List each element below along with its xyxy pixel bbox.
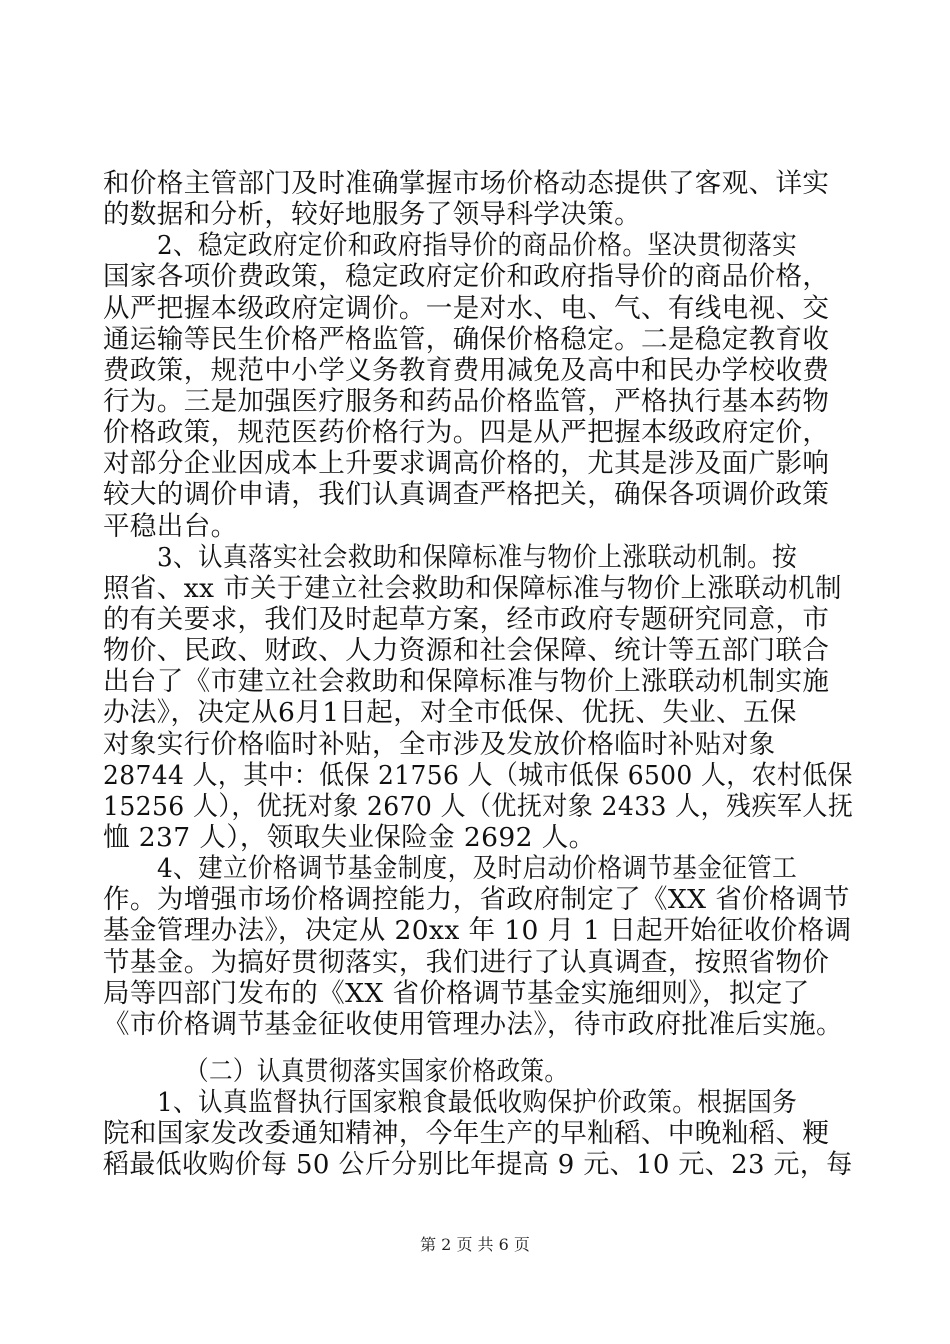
text-line: 价格政策，规范医药价格行为。四是从严把握本级政府定价， xyxy=(103,417,830,448)
section-heading: （二）认真贯彻落实国家价格政策。 xyxy=(185,1056,569,1087)
text-line: 费政策，规范中小学义务教育费用减免及高中和民办学校收费 xyxy=(103,355,830,386)
text-line: 基金管理办法》，决定从 20xx 年 10 月 1 日起开始征收价格调 xyxy=(103,915,852,946)
text-line: 28744 人，其中：低保 21756 人（城市低保 6500 人，农村低保 xyxy=(103,760,853,791)
text-line: 局等四部门发布的《XX 省价格调节基金实施细则》，拟定了 xyxy=(103,978,810,1009)
text-line: 国家各项价费政策，稳定政府定价和政府指导价的商品价格， xyxy=(103,261,830,292)
text-line: 对部分企业因成本上升要求调高价格的，尤其是涉及面广影响 xyxy=(103,448,830,479)
text-line: 物价、民政、财政、人力资源和社会保障、统计等五部门联合 xyxy=(103,635,830,666)
text-line: 出台了《市建立社会救助和保障标准与物价上涨联动机制实施 xyxy=(103,666,830,697)
text-line: 作。为增强市场价格调控能力，省政府制定了《XX 省价格调节 xyxy=(103,884,850,915)
text-line: 15256 人），优抚对象 2670 人（优抚对象 2433 人，残疾军人抚 xyxy=(103,791,854,822)
text-line: 平稳出台。 xyxy=(103,511,238,542)
text-line: 节基金。为搞好贯彻落实，我们进行了认真调查，按照省物价 xyxy=(103,947,830,978)
text-line: 《市价格调节基金征收使用管理办法》，待市政府批准后实施。 xyxy=(103,1009,843,1040)
text-line: 行为。三是加强医疗服务和药品价格监管，严格执行基本药物 xyxy=(103,386,830,417)
page-footer: 第 2 页 共 6 页 xyxy=(420,1235,530,1254)
text-line: 恤 237 人），领取失业保险金 2692 人。 xyxy=(103,822,596,853)
text-line: 办法》，决定从6月1日起，对全市低保、优抚、失业、五保 xyxy=(103,697,797,728)
text-line: 3、认真落实社会救助和保障标准与物价上涨联动机制。按 xyxy=(157,542,798,573)
text-line: 从严把握本级政府定调价。一是对水、电、气、有线电视、交 xyxy=(103,293,830,324)
text-line: 4、建立价格调节基金制度，及时启动价格调节基金征管工 xyxy=(157,853,798,884)
text-line: 1、认真监督执行国家粮食最低收购保护价政策。根据国务 xyxy=(157,1087,798,1118)
text-line: 通运输等民生价格严格监管，确保价格稳定。二是稳定教育收 xyxy=(103,324,830,355)
text-line: 稻最低收购价每 50 公斤分别比年提高 9 元、10 元、23 元，每 xyxy=(103,1149,853,1180)
text-line: 对象实行价格临时补贴，全市涉及发放价格临时补贴对象 xyxy=(103,729,776,760)
text-line: 和价格主管部门及时准确掌握市场价格动态提供了客观、详实 xyxy=(103,168,830,199)
text-line: 院和国家发改委通知精神，今年生产的早籼稻、中晚籼稻、粳 xyxy=(103,1118,830,1149)
text-line: 2、稳定政府定价和政府指导价的商品价格。坚决贯彻落实 xyxy=(157,230,798,261)
text-line: 照省、xx 市关于建立社会救助和保障标准与物价上涨联动机制 xyxy=(103,573,842,604)
text-line: 的有关要求，我们及时起草方案，经市政府专题研究同意，市 xyxy=(103,604,830,635)
text-line: 较大的调价申请，我们认真调查严格把关，确保各项调价政策 xyxy=(103,479,830,510)
text-line: 的数据和分析，较好地服务了领导科学决策。 xyxy=(103,199,641,230)
